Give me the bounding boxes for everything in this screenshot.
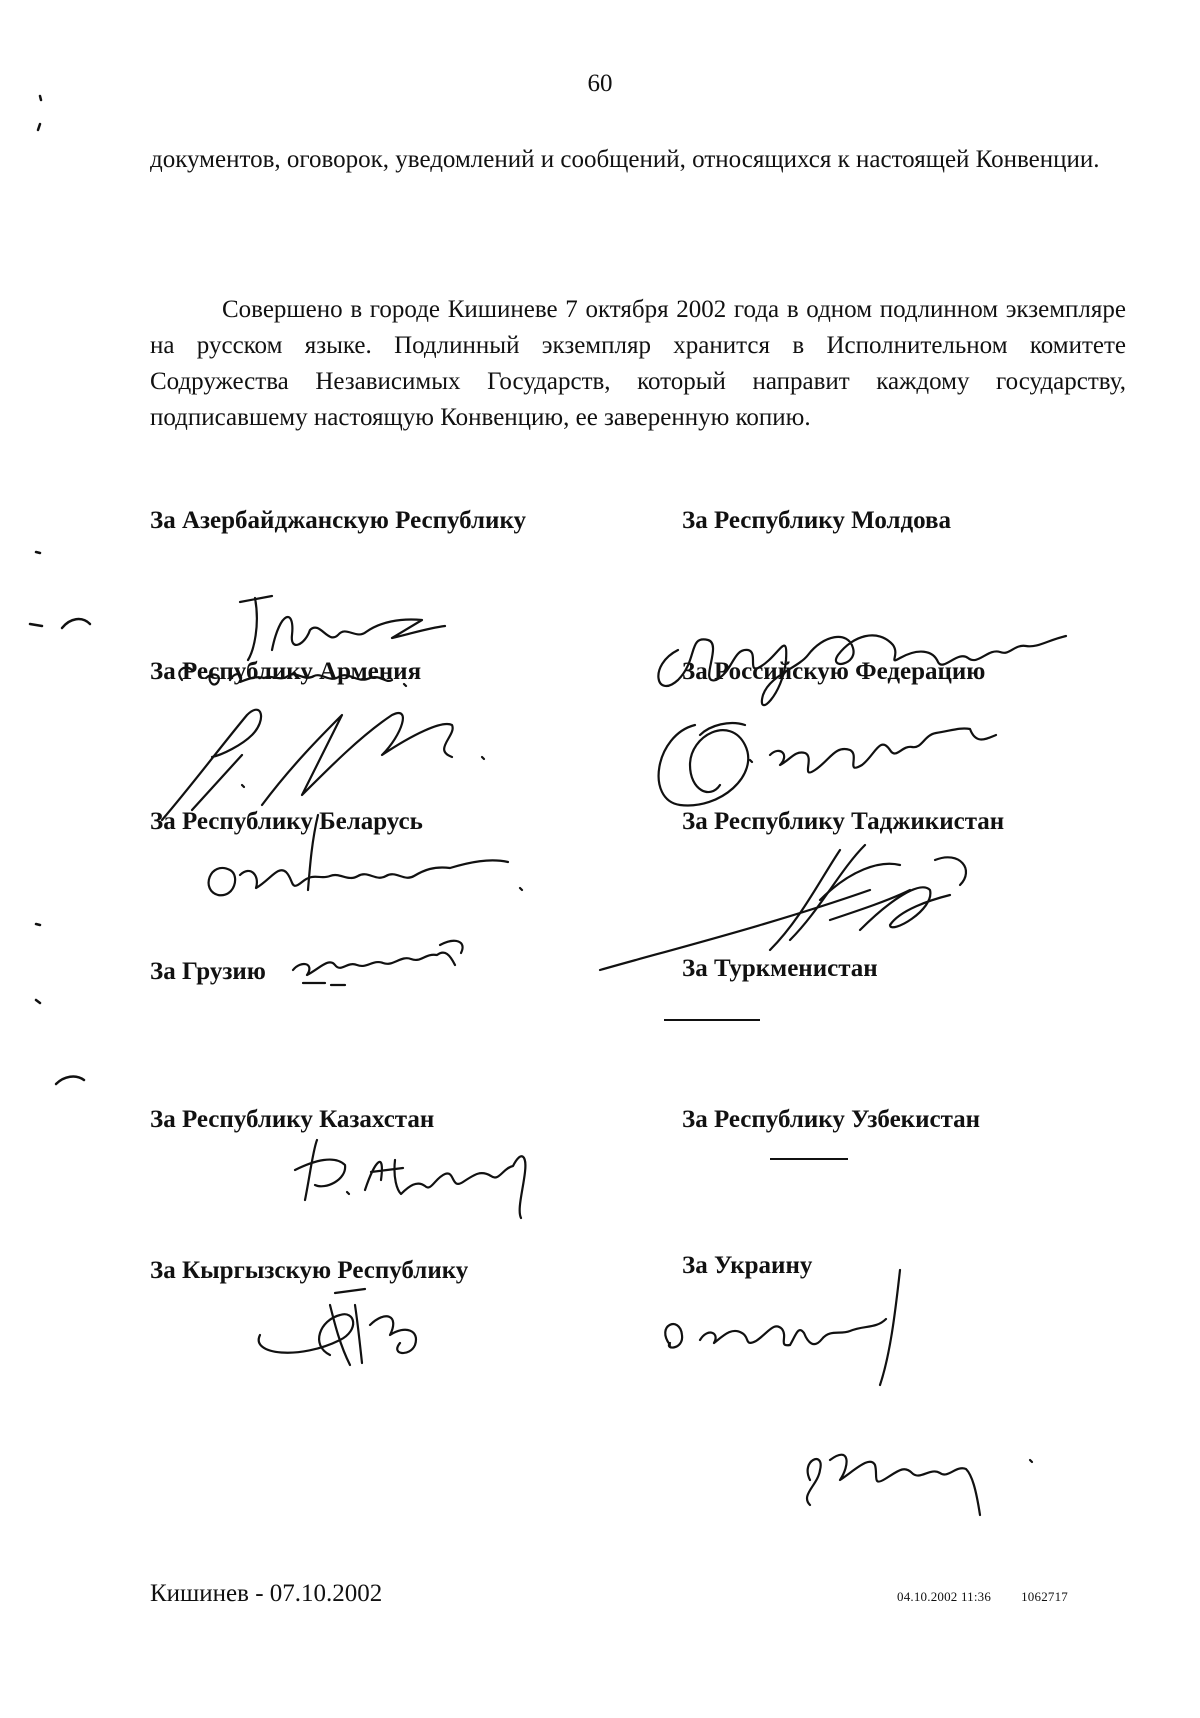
signature-turkmenistan-blank <box>664 1019 760 1021</box>
fax-timestamp: 04.10.2002 11:36 <box>897 1589 992 1604</box>
party-label-georgia: За Грузию <box>150 958 266 985</box>
party-label-tajikistan: За Республику Таджикистан <box>682 808 1005 835</box>
page-number: 60 <box>587 70 613 97</box>
signature-russia <box>640 705 1070 820</box>
party-label-azerbaijan: За Азербайджанскую Республику <box>150 507 527 534</box>
party-label-belarus: За Республику Беларусь <box>150 808 423 835</box>
signature-armenia <box>152 695 552 825</box>
signature-georgia <box>285 925 495 995</box>
paragraph-continuation: документов, оговорок, уведомлений и сообщений, относящихся к настоящей Конвенции. <box>150 146 1100 173</box>
signature-belarus <box>190 810 570 905</box>
party-label-turkmenistan: За Туркменистан <box>682 955 878 982</box>
party-label-moldova: За Республику Молдова <box>682 507 952 534</box>
party-label-kazakhstan: За Республику Казахстан <box>150 1106 435 1133</box>
party-label-ukraine: За Украину <box>682 1252 813 1279</box>
party-label-armenia: За Республику Армения <box>150 658 422 685</box>
fax-id: 1062717 <box>1021 1589 1068 1604</box>
party-label-uzbekistan: За Республику Узбекистан <box>682 1106 981 1133</box>
signature-uzbekistan-blank <box>770 1158 848 1160</box>
footer-place-date: Кишинев - 07.10.2002 <box>150 1580 383 1607</box>
paragraph-final-clause: Совершено в городе Кишиневе 7 октября 2002 года в одном подлинном экземпляре на русском языке. Подлинный экземпляр хранится в Исполнительном комитете Содружества Независимых Государств, который направит каждому государству, подписавшему настоящую Конвенцию, ее заверенную копию. <box>150 296 1126 431</box>
signature-kyrgyzstan <box>240 1285 480 1385</box>
party-label-kyrgyzstan: За Кыргызскую Республику <box>150 1257 469 1284</box>
party-label-russia: За Российскую Федерацию <box>682 658 986 685</box>
fax-stamp <box>897 1589 1068 1605</box>
signature-kazakhstan <box>285 1130 565 1220</box>
signature-ukraine <box>650 1255 1070 1545</box>
